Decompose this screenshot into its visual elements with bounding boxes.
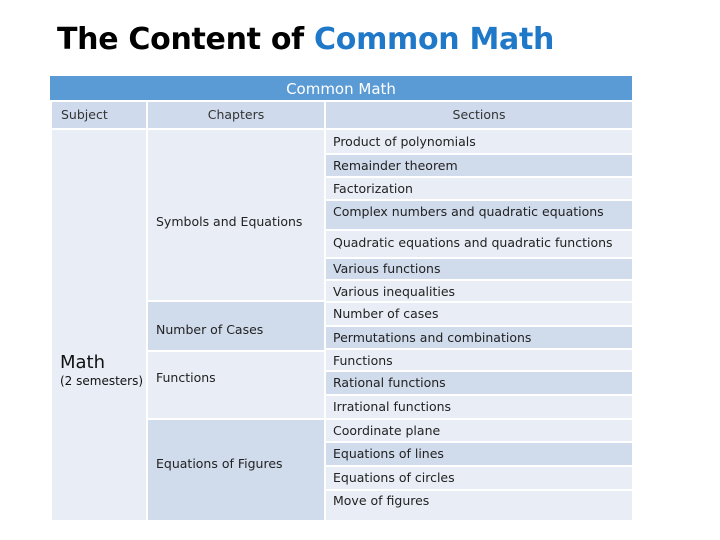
section-item: Complex numbers and quadratic equations: [326, 201, 632, 229]
section-item: Product of polynomials: [326, 130, 632, 153]
subject-name: Math: [60, 352, 106, 373]
page-title: [57, 22, 554, 57]
chapter-cell: [148, 352, 324, 418]
chapter-cell: [148, 420, 324, 520]
section-item: Quadratic equations and quadratic functions: [326, 231, 632, 257]
subject-cell: [52, 130, 146, 520]
section-item: Various inequalities: [326, 281, 632, 301]
content-table: [50, 76, 632, 520]
chapter-label: Functions: [156, 370, 216, 385]
header-sections: Sections: [326, 102, 632, 128]
section-item: Remainder theorem: [326, 155, 632, 176]
title-accent: Common Math: [314, 22, 555, 57]
table-header-title: Common Math: [50, 76, 632, 100]
section-item: Various functions: [326, 259, 632, 279]
header-subject: Subject: [52, 102, 146, 128]
section-item: Equations of circles: [326, 467, 632, 489]
section-item: Move of figures: [326, 491, 632, 520]
header-chapters: Chapters: [148, 102, 324, 128]
chapter-cell: [148, 130, 324, 300]
subject-note: (2 semesters): [60, 374, 144, 388]
section-item: Number of cases: [326, 303, 632, 325]
chapter-cell: [148, 302, 324, 350]
section-item: Coordinate plane: [326, 420, 632, 441]
section-item: Irrational functions: [326, 396, 632, 418]
section-item: Equations of lines: [326, 443, 632, 465]
chapter-label: Number of Cases: [156, 322, 264, 337]
title-main: The Content of: [57, 22, 315, 57]
section-item: Factorization: [326, 178, 632, 199]
chapter-label: Equations of Figures: [156, 456, 283, 471]
chapter-label: Symbols and Equations: [156, 214, 303, 229]
section-item: Rational functions: [326, 372, 632, 394]
section-item: Permutations and combinations: [326, 327, 632, 348]
section-item: Functions: [326, 350, 632, 370]
